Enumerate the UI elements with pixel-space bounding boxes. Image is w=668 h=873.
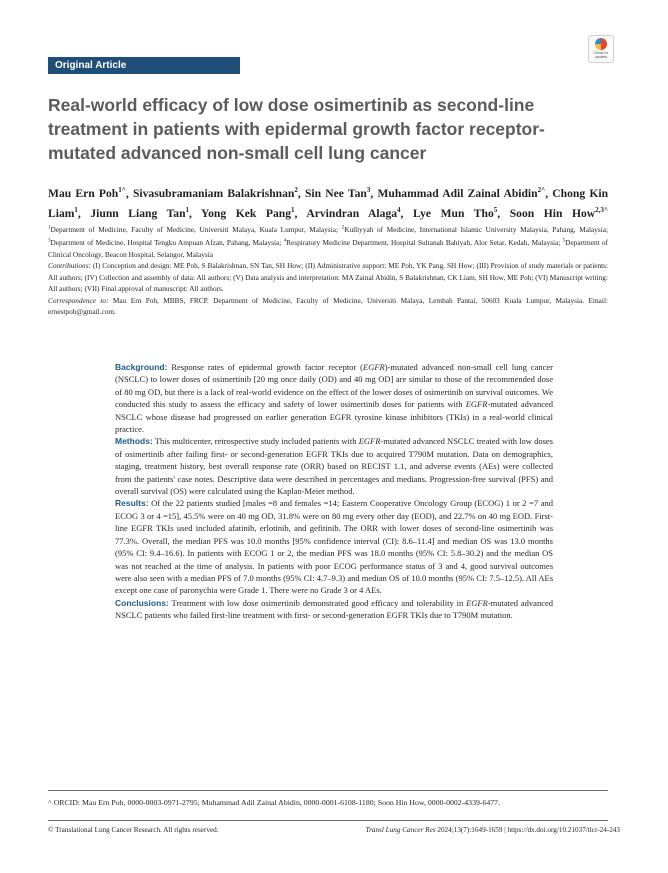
gene-egfr: EGFR (363, 362, 385, 372)
abstract-background (115, 361, 553, 435)
correspondence-label: Correspondence to: (48, 295, 109, 305)
check-for-updates-text: Check for updates (593, 51, 609, 59)
author-affiliation-sup: 1 (185, 205, 190, 214)
author-name: Lye Mun Tho (413, 206, 494, 220)
footnote-divider (48, 790, 608, 791)
background-label: Background: (115, 362, 168, 372)
gene-egfr: EGFR (466, 597, 488, 608)
author-affiliation-sup: 2,3^ (595, 205, 608, 214)
abstract-text: This multicenter, retrospective study included patients with (152, 436, 359, 447)
affiliation-number: 3 (48, 238, 51, 244)
methods-label: Methods: (115, 436, 153, 447)
affiliation-number: 1 (48, 226, 51, 231)
author-name: Yong Kek Pang (201, 206, 292, 220)
affiliations (48, 225, 608, 258)
abstract-text: )-mutated advanced non-small cell lung cancer (NSCLC) to lower doses of osimertinib [20 mg once daily (OD) and 40 mg OD] are similar to those of the recommended dose of 80 mg OD, but there is a lack of real-world evidence on the effect of the lower doses of osimertinib on survival outcomes. We conducted this study to assess the efficacy and safety of lower osimertinib doses for patients with (115, 362, 553, 410)
author-name: Muhammad Adil Zainal Abidin (377, 186, 538, 200)
author-name: Sin Nee Tan (304, 186, 367, 200)
affiliation-text: Department of Medicine, Faculty of Medicine, Universiti Malaya, Kuala Lumpur, Malaysia; (50, 225, 342, 235)
affiliations-block (48, 223, 608, 318)
orcid-note: ^ ORCID: Mau Ern Poh, 0000-0003-0971-2795; Muhammad Adil Zainal Abidin, 0000-0001-6108-1180; Soon Hin How, 0000-0002-4339-6477. (48, 798, 501, 807)
author-name: Chong Kin Liam (48, 186, 609, 220)
author-name: Soon Hin How (509, 206, 596, 220)
footer-copyright: © Translational Lung Cancer Research. All rights reserved. (48, 826, 219, 834)
author-name: Arvindran Alaga (306, 206, 398, 220)
results-label: Results: (115, 498, 149, 509)
check-for-updates-icon (595, 38, 607, 50)
author-affiliation-sup: 4 (397, 205, 401, 214)
author-name: Jiunn Liang Tan (90, 206, 186, 220)
author-affiliation-sup: 3 (366, 186, 371, 194)
author-name: Sivasubramaniam Balakrishnan (132, 186, 295, 200)
abstract (115, 361, 553, 622)
abstract-text: Treatment with low dose osimertinib demonstrated good efficacy and tolerability in (168, 597, 467, 608)
author-affiliation-sup: 2 (294, 186, 298, 194)
footer-citation-text: 2024;13(7):1649-1659 | https://dx.doi.org/10.21037/tlcr-24-243 (435, 826, 620, 834)
footer-divider (48, 820, 608, 821)
check-for-updates-badge[interactable] (588, 35, 614, 63)
affiliation-text: Kulliyyah of Medicine, International Islamic University Malaysia, Pahang, Malaysia; (344, 225, 608, 235)
author-affiliation-sup: 5 (493, 205, 498, 214)
author-affiliation-sup: 1^ (118, 186, 126, 194)
contributions-text: (I) Conception and design: ME Poh, S Balakrishnan, SN Tan, SH How; (II) Administrative support: ME Poh, YK Pang, SH How; (III) Provision of study materials or patients: All authors; (IV) Collection and assembly of data: All authors; (V) Data analysis and interpretation: MA Zainal Abidin, S Balakrishnan, CK Liam, SH How, ME Poh; (VI) Manuscript writing: All authors; (VII) Final approval of manuscript: All authors. (48, 261, 608, 294)
contributions-label: Contributions: (48, 261, 91, 271)
conclusions-label: Conclusions: (115, 597, 169, 608)
gene-egfr: EGFR (358, 436, 381, 447)
affiliation-number: 2 (341, 226, 345, 231)
abstract-text: -mutated advanced NSCLC patients who failed first-line treatment with first- or second-generation EGFR TKIs due to T790M mutation. (115, 597, 553, 621)
article-type-badge: Original Article (48, 57, 240, 74)
correspondence-text: Mau Ern Poh, MBBS, FRCP. Department of Medicine, Faculty of Medicine, Universiti Malaya, Lembah Pantai, 50603 Kuala Lumpur, Malaysia. Email: ernestpoh@gmail.com. (48, 295, 608, 317)
abstract-text: Of the 22 patients studied [males =8 and females =14; Eastern Cooperative Oncology Group (ECOG) 1 or 2 =7 and ECOG 3 or 4 =15], 45.5% were on 40 mg OD, 31.8% were on 80 mg every other day (EOD), and 22.7% on 40 mg EOD. First-line EGFR TKIs used included afatinib, erlotinib, and gefitinib. The ORR with lower doses of second-line osimertinib was 77.3%. Overall, the median PFS was 10.0 months [95% confidence interval (CI): 8.6–11.4] and median OS was 13.0 months (95% CI: 9.4–16.6). In patients with ECOG 1 or 2, the median PFS was 18.0 months (95% CI: 5.8–30.2) and the median OS was not reached at the time of analysis. In patients with poor ECOG performance status of 3 and 4, good survival outcomes were also seen with a median PFS of 7.0 months (95% CI: 4.7–9.3) and median OS of 10.0 months (95% CI: 7.5–12.5). All AEs except one case of paronychia were Grade 1. There were no Grade 3 or 4 AEs. (115, 498, 553, 596)
footer-citation (365, 825, 620, 835)
affiliation-number: 4 (283, 238, 287, 244)
abstract-conclusions (115, 597, 553, 622)
author-affiliation-sup: 1 (291, 205, 295, 214)
footer-journal: Transl Lung Cancer Res (365, 826, 436, 834)
affiliation-text: Department of Medicine, Hospital Tengku Ampuan Afzan, Pahang, Malaysia; (50, 238, 284, 248)
author-affiliation-sup: 1 (74, 205, 78, 214)
gene-egfr: EGFR (465, 399, 488, 410)
abstract-text: Response rates of epidermal growth factor receptor ( (167, 362, 364, 372)
affiliation-text: Respiratory Medicine Department, Hospital Sultanah Bahiyah, Alor Setar, Kedah, Malaysia; (286, 238, 563, 248)
abstract-methods (115, 435, 553, 497)
affiliation-text: Department of Clinical Oncology, Beacon Hospital, Selangor, Malaysia (48, 238, 609, 259)
article-title: Real-world efficacy of low dose osimertinib as second-line treatment in patients with epidermal growth factor receptor-mutated advanced non-small cell lung cancer (48, 95, 545, 163)
abstract-results (115, 497, 553, 596)
abstract-text: -mutated advanced NSCLC whose disease had progressed on earlier generation EGFR tyrosine kinase inhibitors (TKIs) in a real-world clinical practice. (115, 399, 553, 435)
abstract-text: -mutated advanced NSCLC treated with low doses of osimertinib after failing first- or second-generation EGFR TKIs due to acquired T790M mutation. Data on demographics, staging, treatment history, best overall response rate (ORR) based on RECIST 1.1, and adverse events (AEs) were collected from the patients' case notes. Descriptive data were described in percentages and medians. Progression-free survival (PFS) and overall survival (OS) were calculated using the Kaplan-Meier method. (115, 436, 553, 497)
author-name: Mau Ern Poh (48, 186, 119, 200)
author-list: Mau Ern Poh$^{1\^{}}$, Sivasubramaniam Balakrishnan$^2$, Sin Nee Tan$^3$, Muhammad Adil Zainal Abidin$^{2\^{}}$, Chong Kin Liam$^1$, Jiunn Liang Tan$^1$, Yong Kek Pang$^1$, Arvindran Alaga$^4$, Lye Mun Tho$^5$, Soon Hin How$^{2,3\^{}}$ (48, 186, 609, 220)
author-affiliation-sup: 2^ (537, 186, 546, 194)
affiliation-number: 5 (562, 238, 566, 244)
